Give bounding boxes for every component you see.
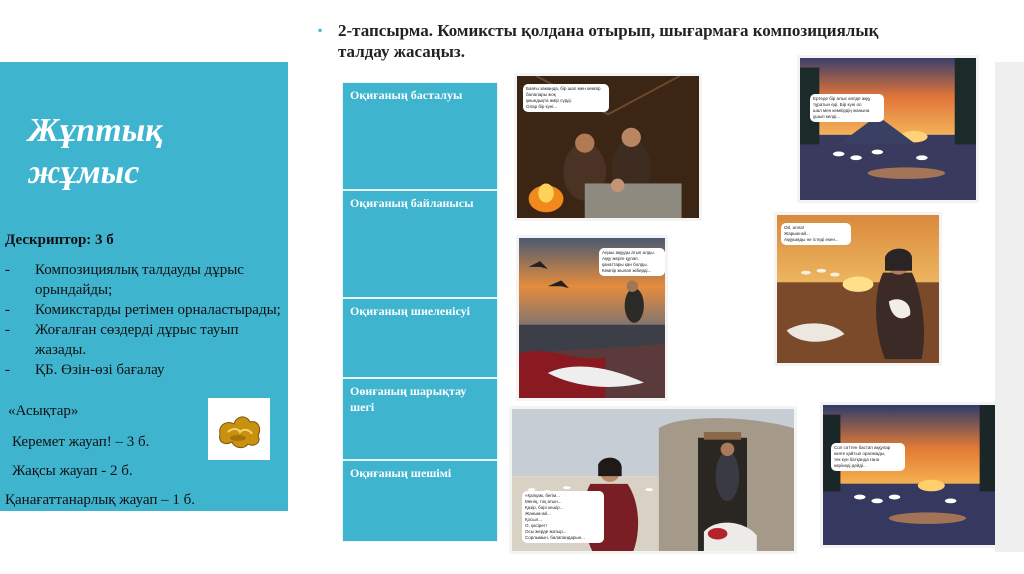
stage-label: Оқиғаның басталуы (350, 88, 463, 102)
comic-lake-sunset (797, 55, 979, 203)
stage-beginning (342, 82, 498, 190)
gold-asyk-icon (208, 398, 270, 460)
stage-complication (342, 298, 498, 378)
stage-rising (342, 190, 498, 298)
speech-bubble: Аңшы аққуды атып алды. Аққу жерге құлап, қанаттары қан болды. Кемпір жылап жіберді... (599, 248, 665, 276)
comic-lake-sunset-2 (820, 402, 1002, 548)
asyk-image (208, 398, 270, 460)
comic-hunter-swans (516, 235, 668, 401)
panel-title: Жұптық жұмыс (28, 112, 163, 191)
pair-work-panel (0, 62, 288, 511)
stage-resolution (342, 460, 498, 542)
speech-bubble: «Қалқам, бегім... Менің, тоқ атын... Қазір, бәрі кешір... Жаным-ай... Қосыл... О, қасірет! Осы жерде жатыр... Сорлымын, балапандарын... (522, 491, 604, 543)
task-text: 2-тапсырма. Комиксты қолдана отырып, шығармаға композициялық талдау жасаңыз. (338, 21, 879, 61)
score-excellent: Керемет жауап! – 3 б. (12, 434, 150, 450)
dash-marker: - (5, 302, 10, 318)
descriptor-heading: Дескриптор: 3 б (5, 232, 114, 248)
stage-label: Оқиғаның шиеленісуі (350, 304, 470, 318)
descriptor-item (5, 300, 285, 320)
speech-bubble: Ертеде бір алыс көлде аққу тұратын еді. Бір күні ол шал мен кемпірдің жанына ұшып келді... (810, 94, 884, 122)
comic-old-woman (774, 212, 942, 366)
comic-yurt-day (509, 406, 797, 554)
stage-climax (342, 378, 498, 460)
speech-bubble: Баяғы заманда, бір шал мен кемпір балалары жоқ қиындықта өмір сүрді. Олар бір күні... (523, 84, 609, 112)
descriptor-text: Композициялық талдауды дұрыс орындайды; (35, 262, 244, 298)
descriptor-text: ҚБ. Өзін-өзі бағалау (35, 362, 165, 378)
stage-label: Оқиғаның шешімі (350, 466, 452, 480)
descriptor-item (5, 360, 285, 380)
descriptor-item (5, 260, 285, 300)
assessment-name: «Асықтар» (8, 403, 79, 419)
descriptor-text: Комикстарды ретімен орналастырады; (35, 302, 281, 318)
dash-marker: - (5, 362, 10, 378)
descriptor-block (5, 230, 285, 380)
side-bar (995, 62, 1024, 552)
stage-label: Оөиғаның шарықтау шегі (350, 384, 467, 414)
dash-marker: - (5, 322, 10, 338)
stage-label: Оқиғаның байланысы (350, 196, 474, 210)
score-good: Жақсы жауап - 2 б. (12, 463, 133, 479)
bullet-icon: ▪ (318, 23, 323, 37)
speech-bubble: Сол сәттен бастап аққулар көлге қайтып оралмады, тек күн батқанда ғана көрінеді дейді... (831, 443, 905, 471)
comic-yurt-night (514, 73, 702, 221)
score-satisfactory: Қанағаттанарлық жауап – 1 б. (5, 492, 195, 508)
descriptor-text: Жоғалған сөздерді дұрыс тауып жазады. (35, 322, 239, 358)
speech-bubble: Ой, алла! Жарым-ай... Аққуымды не істеді екен... (781, 223, 851, 245)
descriptor-item (5, 320, 285, 360)
dash-marker: - (5, 262, 10, 278)
